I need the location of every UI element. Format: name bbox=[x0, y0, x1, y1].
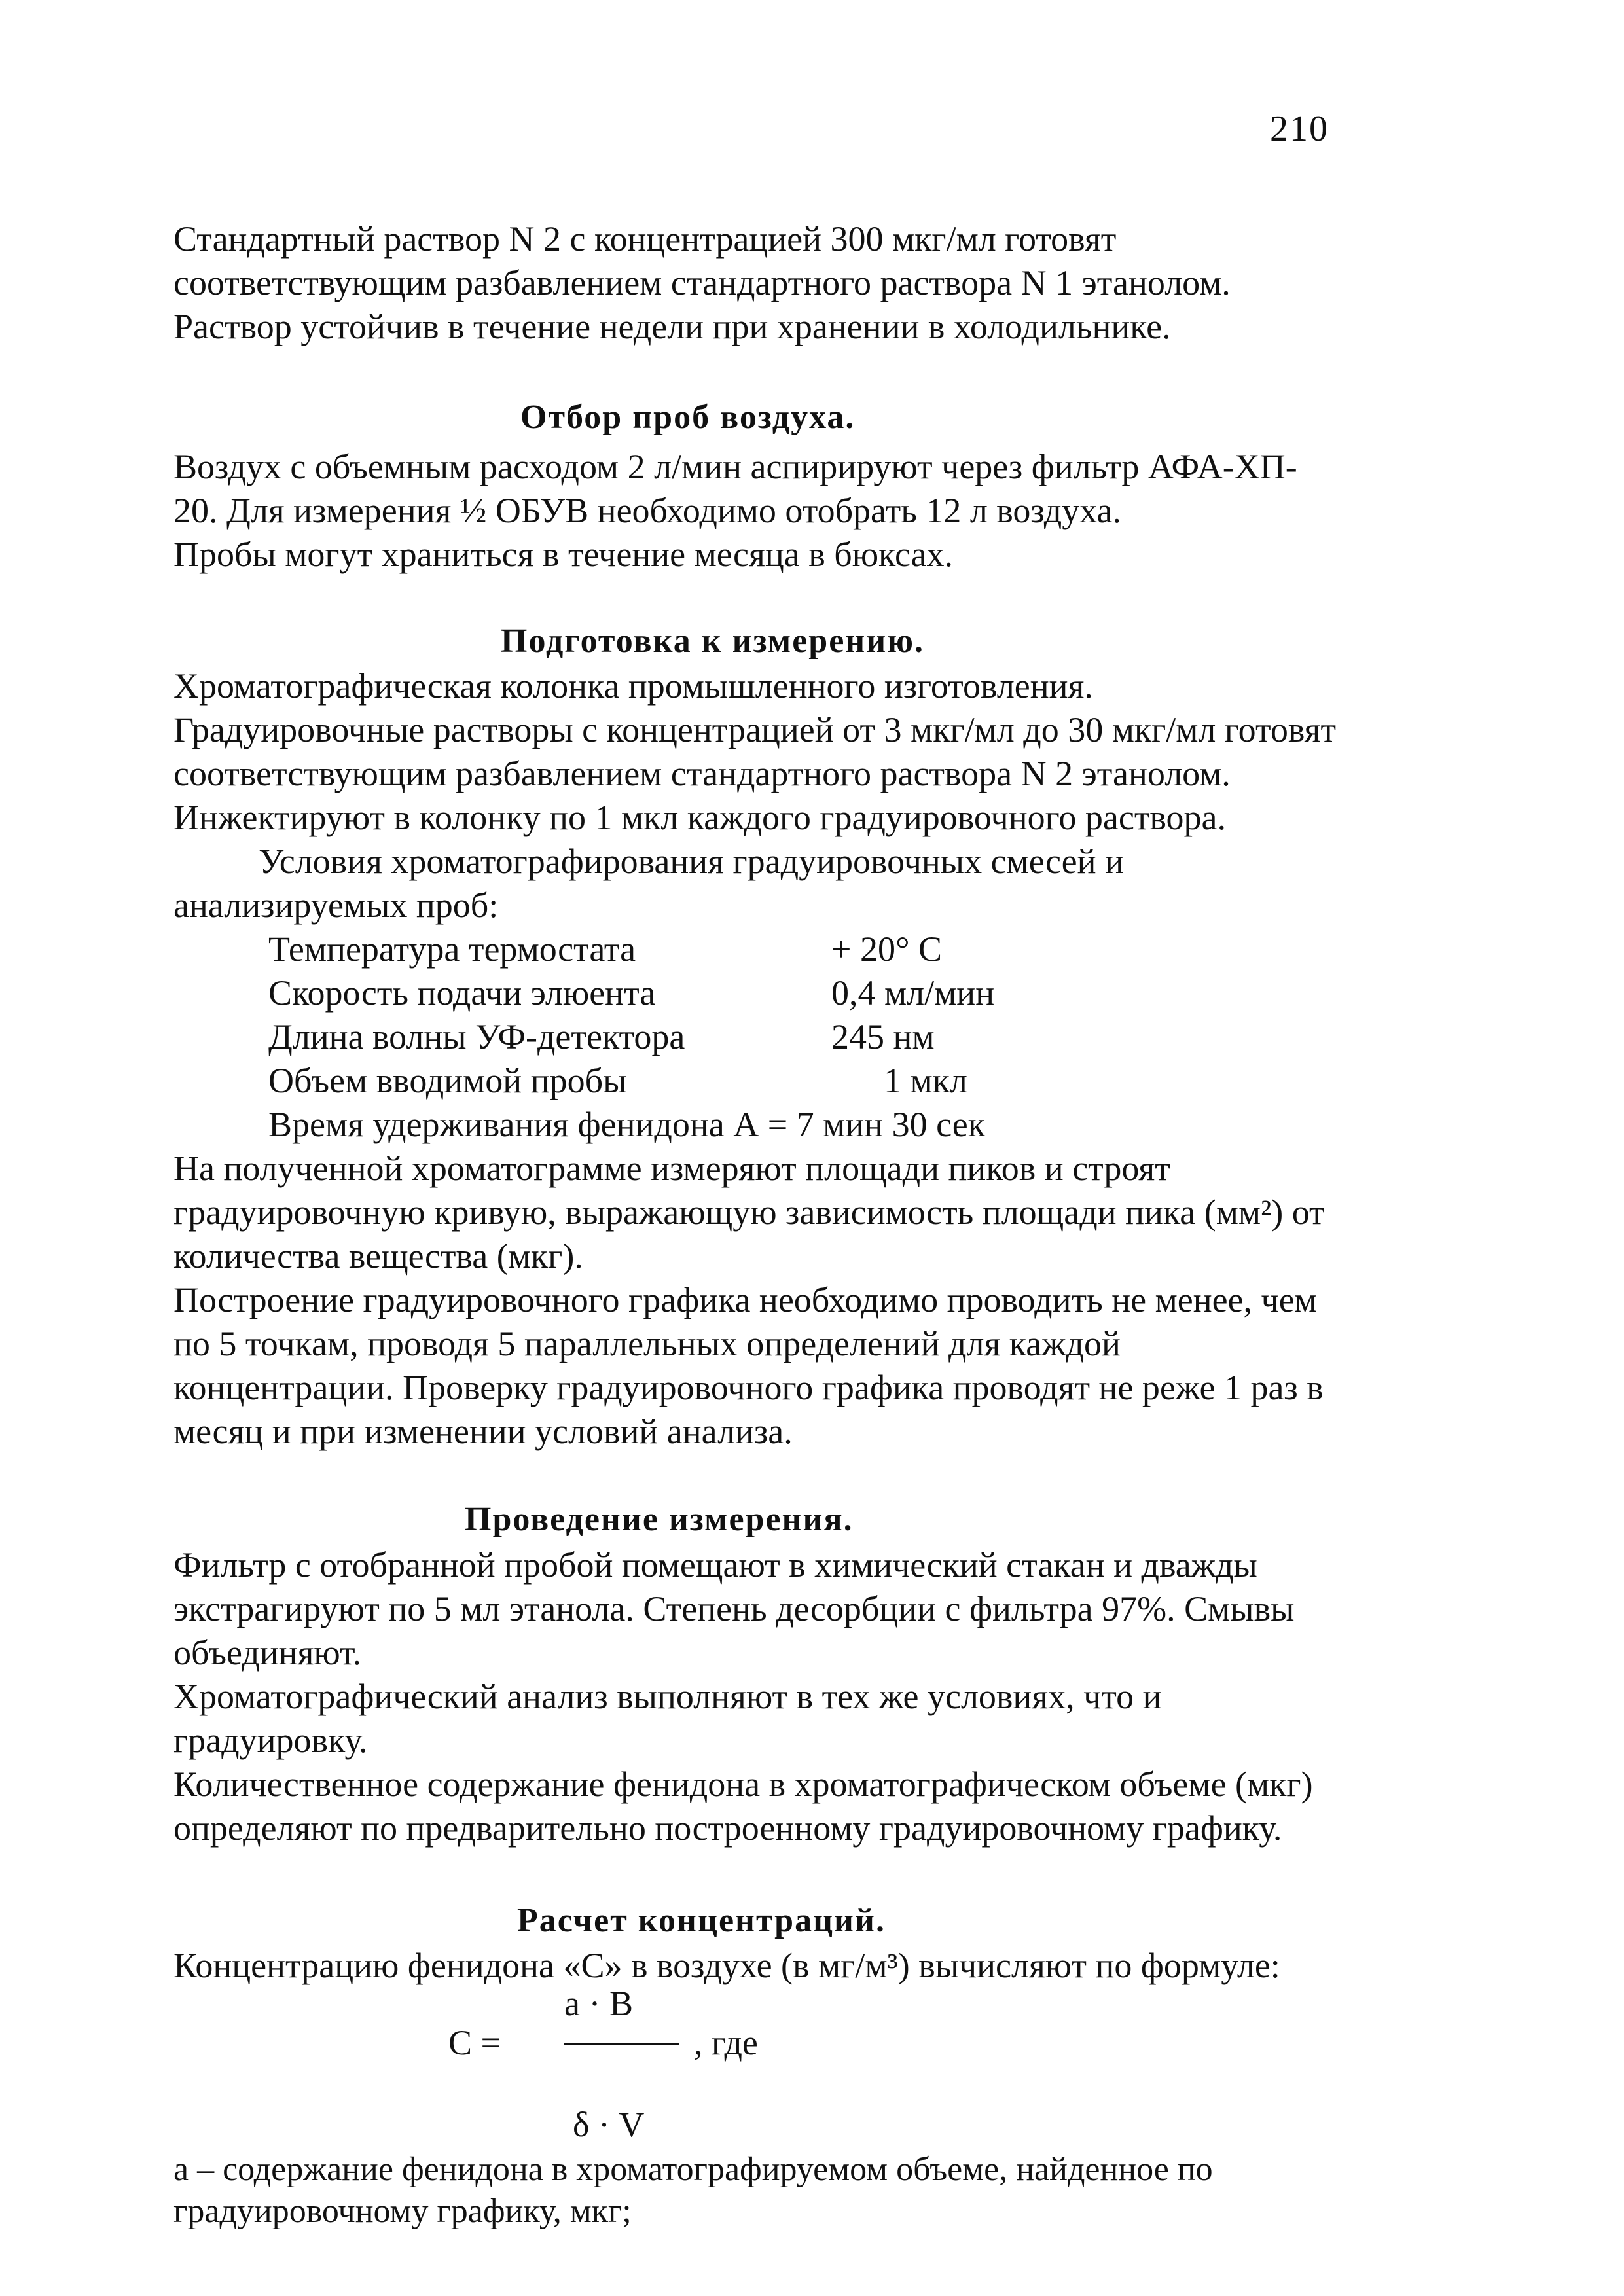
condition-label: Температура термостата bbox=[268, 929, 636, 969]
measurement-line: определяют по предварительно построенному градуировочному графику. bbox=[173, 1808, 1282, 1848]
intro-line: Стандартный раствор N 2 с концентрацией 300 мкг/мл готовят bbox=[173, 219, 1117, 259]
formula-fraction-bar bbox=[564, 2043, 679, 2045]
definition-line: градуировочному графику, мкг; bbox=[173, 2193, 632, 2230]
conditions-intro-line: анализируемых проб: bbox=[173, 886, 499, 925]
retention-time: Время удерживания фенидона А = 7 мин 30 сек bbox=[268, 1105, 985, 1144]
preparation-line: Инжектируют в колонку по 1 мкл каждого градуировочного раствора. bbox=[173, 798, 1227, 837]
measurement-line: Хроматографический анализ выполняют в тех же условиях, что и bbox=[173, 1677, 1162, 1716]
calculation-heading: Расчет концентраций. bbox=[517, 1902, 886, 1939]
condition-value: 245 нм bbox=[831, 1017, 935, 1056]
calibration-line: месяц и при изменении условий анализа. bbox=[173, 1412, 793, 1451]
preparation-paragraph bbox=[173, 664, 1489, 927]
condition-row bbox=[268, 1059, 994, 1103]
condition-label: Скорость подачи элюента bbox=[268, 973, 656, 1013]
measurement-line: Количественное содержание фенидона в хроматографическом объеме (мкг) bbox=[173, 1765, 1313, 1804]
intro-paragraph bbox=[173, 217, 1489, 349]
conditions-table bbox=[268, 927, 994, 1147]
condition-value: + 20° С bbox=[831, 929, 943, 969]
condition-label: Объем вводимой пробы bbox=[268, 1061, 627, 1100]
page-number: 210 bbox=[1270, 109, 1329, 149]
calibration-line: градуировочную кривую, выражающую зависимость площади пика (мм²) от bbox=[173, 1193, 1325, 1232]
sampling-line: Воздух с объемным расходом 2 л/мин аспирируют через фильтр АФА-ХП- bbox=[173, 447, 1297, 486]
sampling-line: 20. Для измерения ½ ОБУВ необходимо отобрать 12 л воздуха. bbox=[173, 491, 1122, 530]
measurement-line: экстрагируют по 5 мл этанола. Степень десорбции с фильтра 97%. Смывы bbox=[173, 1589, 1295, 1628]
formula-suffix: , где bbox=[694, 2023, 758, 2062]
sampling-line: Пробы могут храниться в течение месяца в бюксах. bbox=[173, 535, 954, 574]
intro-line: Раствор устойчив в течение недели при хранении в холодильнике. bbox=[173, 307, 1171, 346]
calibration-line: концентрации. Проверку градуировочного графика проводят не реже 1 раз в bbox=[173, 1368, 1324, 1407]
condition-row bbox=[268, 1015, 994, 1059]
preparation-line: Градуировочные растворы с концентрацией от 3 мкг/мл до 30 мкг/мл готовят bbox=[173, 710, 1337, 749]
calibration-line: количества вещества (мкг). bbox=[173, 1236, 583, 1276]
measurement-line: объединяют. bbox=[173, 1633, 362, 1672]
measurement-paragraph bbox=[173, 1543, 1489, 1850]
condition-value: 1 мкл bbox=[884, 1061, 967, 1100]
condition-row bbox=[268, 971, 994, 1015]
conditions-intro-line: Условия хроматографирования градуировочных смесей и bbox=[259, 842, 1124, 881]
retention-time-row bbox=[268, 1103, 994, 1147]
intro-line: соответствующим разбавлением стандартного раствора N 1 этанолом. bbox=[173, 263, 1231, 302]
condition-row bbox=[268, 927, 994, 971]
preparation-line: соответствующим разбавлением стандартного раствора N 2 этанолом. bbox=[173, 754, 1231, 793]
formula-numerator: а · В bbox=[564, 1984, 633, 2023]
calculation-line: Концентрацию фенидона «С» в воздухе (в мг/м³) вычисляют по формуле: bbox=[173, 1946, 1280, 1985]
measurement-line: градуировку. bbox=[173, 1721, 368, 1760]
preparation-line: Хроматографическая колонка промышленного изготовления. bbox=[173, 666, 1093, 706]
condition-value: 0,4 мл/мин bbox=[831, 973, 995, 1013]
definition-line: а – содержание фенидона в хроматографируемом объеме, найденное по bbox=[173, 2151, 1213, 2188]
calculation-intro bbox=[173, 1944, 1489, 1988]
measurement-line: Фильтр с отобранной пробой помещают в химический стакан и дважды bbox=[173, 1545, 1257, 1585]
sampling-paragraph bbox=[173, 445, 1489, 577]
sampling-heading: Отбор проб воздуха. bbox=[520, 399, 856, 436]
calibration-line: по 5 точкам, проводя 5 параллельных определений для каждой bbox=[173, 1324, 1121, 1363]
calibration-line: На полученной хроматограмме измеряют площади пиков и строят bbox=[173, 1149, 1170, 1188]
preparation-heading: Подготовка к измерению. bbox=[501, 622, 924, 660]
calibration-paragraph bbox=[173, 1147, 1489, 1454]
condition-label: Длина волны УФ-детектора bbox=[268, 1017, 685, 1056]
definition-paragraph bbox=[173, 2149, 1489, 2233]
formula-lhs: С = bbox=[448, 2023, 501, 2062]
formula-denominator: δ · V bbox=[573, 2105, 645, 2144]
calibration-line: Построение градуировочного графика необходимо проводить не менее, чем bbox=[173, 1280, 1317, 1319]
measurement-heading: Проведение измерения. bbox=[465, 1501, 854, 1538]
